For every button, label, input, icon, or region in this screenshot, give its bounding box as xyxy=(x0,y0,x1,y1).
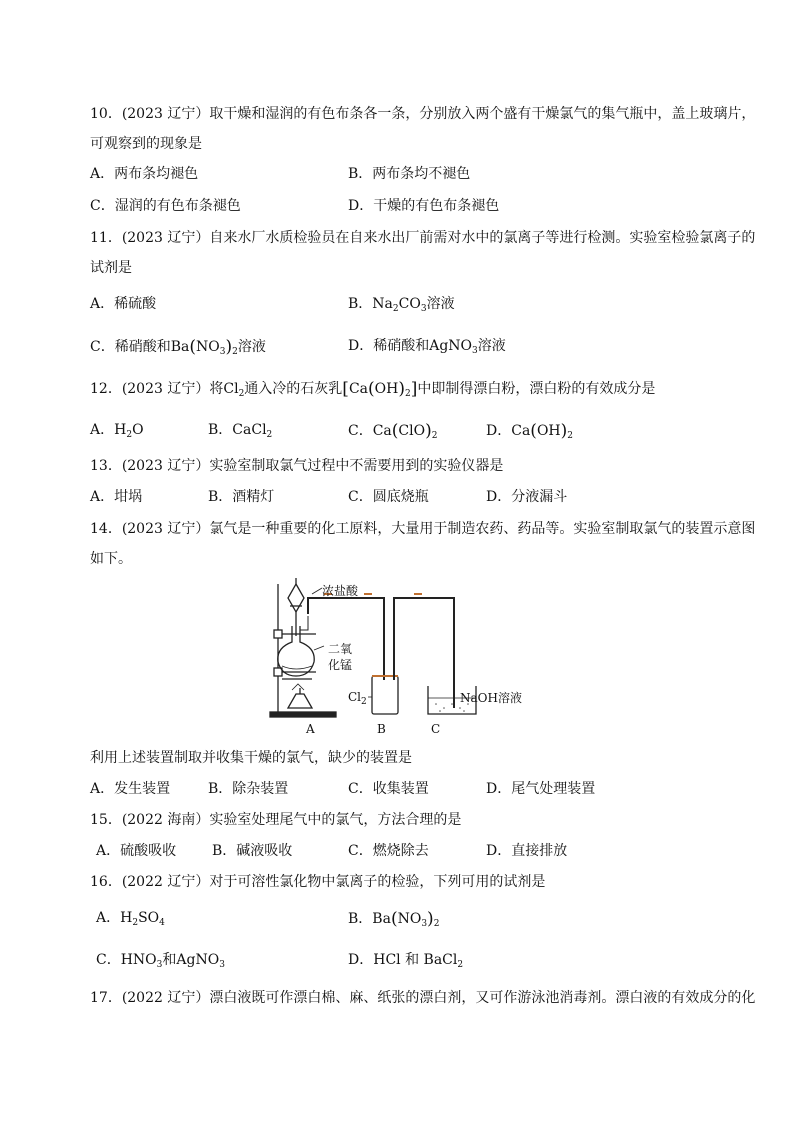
q11-option-b: B．$Na_2CO_3$溶液 xyxy=(348,296,455,314)
q14-option-b: B．除杂装置 xyxy=(208,781,289,797)
label-b: B xyxy=(377,722,386,736)
q12-option-a: A．$H_2O$ xyxy=(90,422,144,440)
q16-option-b: B．$Ba(NO_3)_2$ xyxy=(348,909,440,929)
chlorine-apparatus-figure xyxy=(268,576,528,740)
question-14-stem-cont: 如下。 xyxy=(90,551,132,567)
q14-option-d: D．尾气处理装置 xyxy=(486,781,596,797)
label-c: C xyxy=(431,722,441,736)
q11-option-d: D．稀硝酸和AgNO$_3$溶液 xyxy=(348,338,506,356)
q16-option-a: A．$H_2SO_4$ xyxy=(96,910,165,928)
q12-option-b: B．CaCl$_2$ xyxy=(208,422,273,440)
question-14-stem: 14．(2023 辽宁）氯气是一种重要的化工原料，大量用于制造农药、药品等。实验室制取氯气的装置示意图 xyxy=(90,521,756,537)
q16-option-d: D．HCl 和 BaCl$_2$ xyxy=(348,952,464,970)
label-mno2-2: 化锰 xyxy=(328,658,353,672)
q11-option-a: A．稀硫酸 xyxy=(90,296,157,312)
q14-option-c: C．收集装置 xyxy=(348,781,429,797)
question-15-stem: 15．(2022 海南）实验室处理尾气中的氯气，方法合理的是 xyxy=(90,812,462,828)
q10-option-b: B．两布条均不褪色 xyxy=(348,166,471,182)
question-10-stem: 10．(2023 辽宁）取干燥和湿润的有色布条各一条，分别放入两个盛有干燥氯气的集气瓶中，盖上玻璃片， xyxy=(90,106,756,122)
q11-option-c: C．稀硝酸和$Ba(NO_3)_2$溶液 xyxy=(90,337,266,357)
q10-option-c: C．湿润的有色布条褪色 xyxy=(90,198,241,214)
q15-option-a: A．硫酸吸收 xyxy=(96,843,177,859)
q12-option-d: D．$Ca(OH)_2$ xyxy=(486,421,573,441)
q13-option-c: C．圆底烧瓶 xyxy=(348,489,429,505)
q15-option-d: D．直接排放 xyxy=(486,843,568,859)
q12-option-c: C．$Ca(ClO)_2$ xyxy=(348,421,438,441)
label-cl2: $Cl_2$ xyxy=(348,690,367,707)
q10-option-a: A．两布条均褪色 xyxy=(90,166,199,182)
q15-option-b: B．碱液吸收 xyxy=(212,843,293,859)
label-conc-hcl: 浓盐酸 xyxy=(322,584,359,598)
q13-option-b: B．酒精灯 xyxy=(208,489,275,505)
question-13-stem: 13．(2023 辽宁）实验室制取氯气过程中不需要用到的实验仪器是 xyxy=(90,458,504,474)
label-a: A xyxy=(306,722,315,736)
q14-option-a: A．发生装置 xyxy=(90,781,171,797)
q10-option-d: D．干燥的有色布条褪色 xyxy=(348,198,500,214)
question-17-stem: 17．(2022 辽宁）漂白液既可作漂白棉、麻、纸张的漂白剂，又可作游泳池消毒剂。漂白液的有效成分的化 xyxy=(90,990,756,1006)
q16-option-c: C．$HNO_3$和AgNO$_3$ xyxy=(96,952,225,970)
q15-option-c: C．燃烧除去 xyxy=(348,843,429,859)
question-11-stem-cont: 试剂是 xyxy=(90,260,132,276)
question-14-stem-after-figure: 利用上述装置制取并收集干燥的氯气，缺少的装置是 xyxy=(90,750,412,766)
question-16-stem: 16．(2022 辽宁）对于可溶性氯化物中氯离子的检验，下列可用的试剂是 xyxy=(90,874,546,890)
q13-option-d: D．分液漏斗 xyxy=(486,489,568,505)
question-12-stem: 12．(2023 辽宁）将$Cl_2$通入冷的石灰乳$[Ca(OH)_2]$中即制得漂白粉，漂白粉的有效成分是 xyxy=(90,379,656,399)
q13-option-a: A．坩埚 xyxy=(90,489,143,505)
label-mno2-1: 二氧 xyxy=(328,642,353,656)
label-naoh-solution: NaOH溶液 xyxy=(460,691,522,705)
question-10-stem-cont: 可观察到的现象是 xyxy=(90,136,202,152)
question-11-stem: 11．(2023 辽宁）自来水厂水质检验员在自来水出厂前需对水中的氯离子等进行检测。实验室检验氯离子的 xyxy=(90,230,756,246)
